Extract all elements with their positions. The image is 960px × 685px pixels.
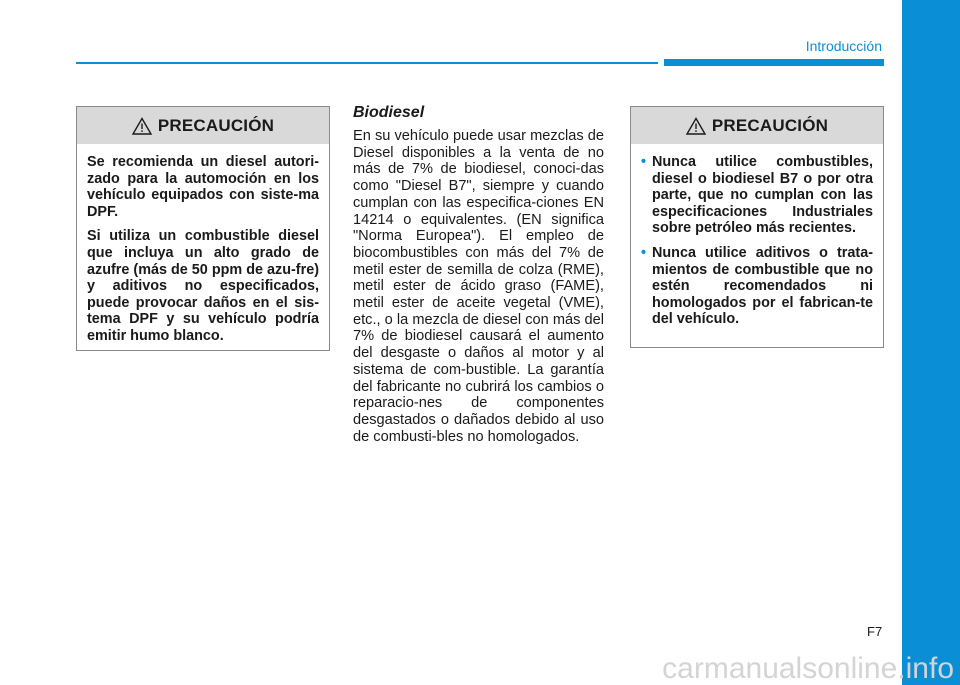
caution-box-right (630, 106, 884, 348)
warning-triangle-icon (686, 117, 706, 135)
caution-list (641, 154, 873, 328)
page-number: F7 (867, 624, 883, 639)
caution-box-left (76, 106, 330, 351)
bullet-icon: • (641, 244, 647, 261)
header-rule (76, 62, 658, 64)
caution-title: PRECAUCIÓN (157, 115, 275, 135)
section-title: Introducción (805, 38, 882, 54)
chapter-side-tab (902, 0, 960, 685)
list-item (641, 245, 873, 328)
bullet-icon: • (641, 154, 647, 170)
caution-paragraph: Si utiliza un combustible diesel que incluya un alto grado de azufre (más de 50 ppm de azu-fre) y aditivos no especificados, puede provocar daños en el sis-tema DPF y su vehículo podría emitir humo blanco. (87, 228, 319, 344)
caution-title: PRECAUCIÓN (711, 115, 829, 135)
biodiesel-section (353, 104, 604, 445)
caution-body (77, 144, 329, 345)
list-item-text: Nunca utilice aditivos o trata-mientos de combustible que no estén recomendados ni homologados por el fabrican-te del vehículo. (652, 244, 873, 328)
caution-paragraph: Se recomienda un diesel autori-zado para la automoción en los vehículo equipados con siste-ma DPF. (87, 154, 319, 220)
list-item-text: Nunca utilice combustibles, diesel o biodiesel B7 o por otra parte, que no cumplan con las especificaciones Industriales sobre petróleo más recientes. (652, 154, 873, 237)
watermark: carmanualsonline.info (662, 652, 954, 685)
caution-header (631, 107, 883, 144)
biodiesel-text: En su vehículo puede usar mezclas de Diesel disponibles a la venta de no más de 7% de biodiesel, conoci-das como "Diesel B7", siempre y cuando cumplan con las especifica-ciones EN 14214 o equivalentes. (EN significa "Norma Europea"). El empleo de biocombustibles con más del 7% de metil ester de semilla de colza (RME), metil ester de ácido graso (FAME), metil ester de aceite vegetal (VME), etc., o la mezcla de diesel con más del 7% de biodiesel causará el aumento del desgaste o daños al motor y al sistema de com-bustible. La garantía del fabricante no cubrirá los cambios o reparacio-nes de componentes desgastados o dañados debido al uso de combusti-bles no homologados. (353, 128, 604, 445)
warning-triangle-icon (132, 117, 152, 135)
list-item (641, 154, 873, 237)
caution-body (631, 144, 883, 328)
biodiesel-heading: Biodiesel (353, 104, 425, 121)
caution-header (77, 107, 329, 144)
header-rule-accent (664, 59, 884, 66)
